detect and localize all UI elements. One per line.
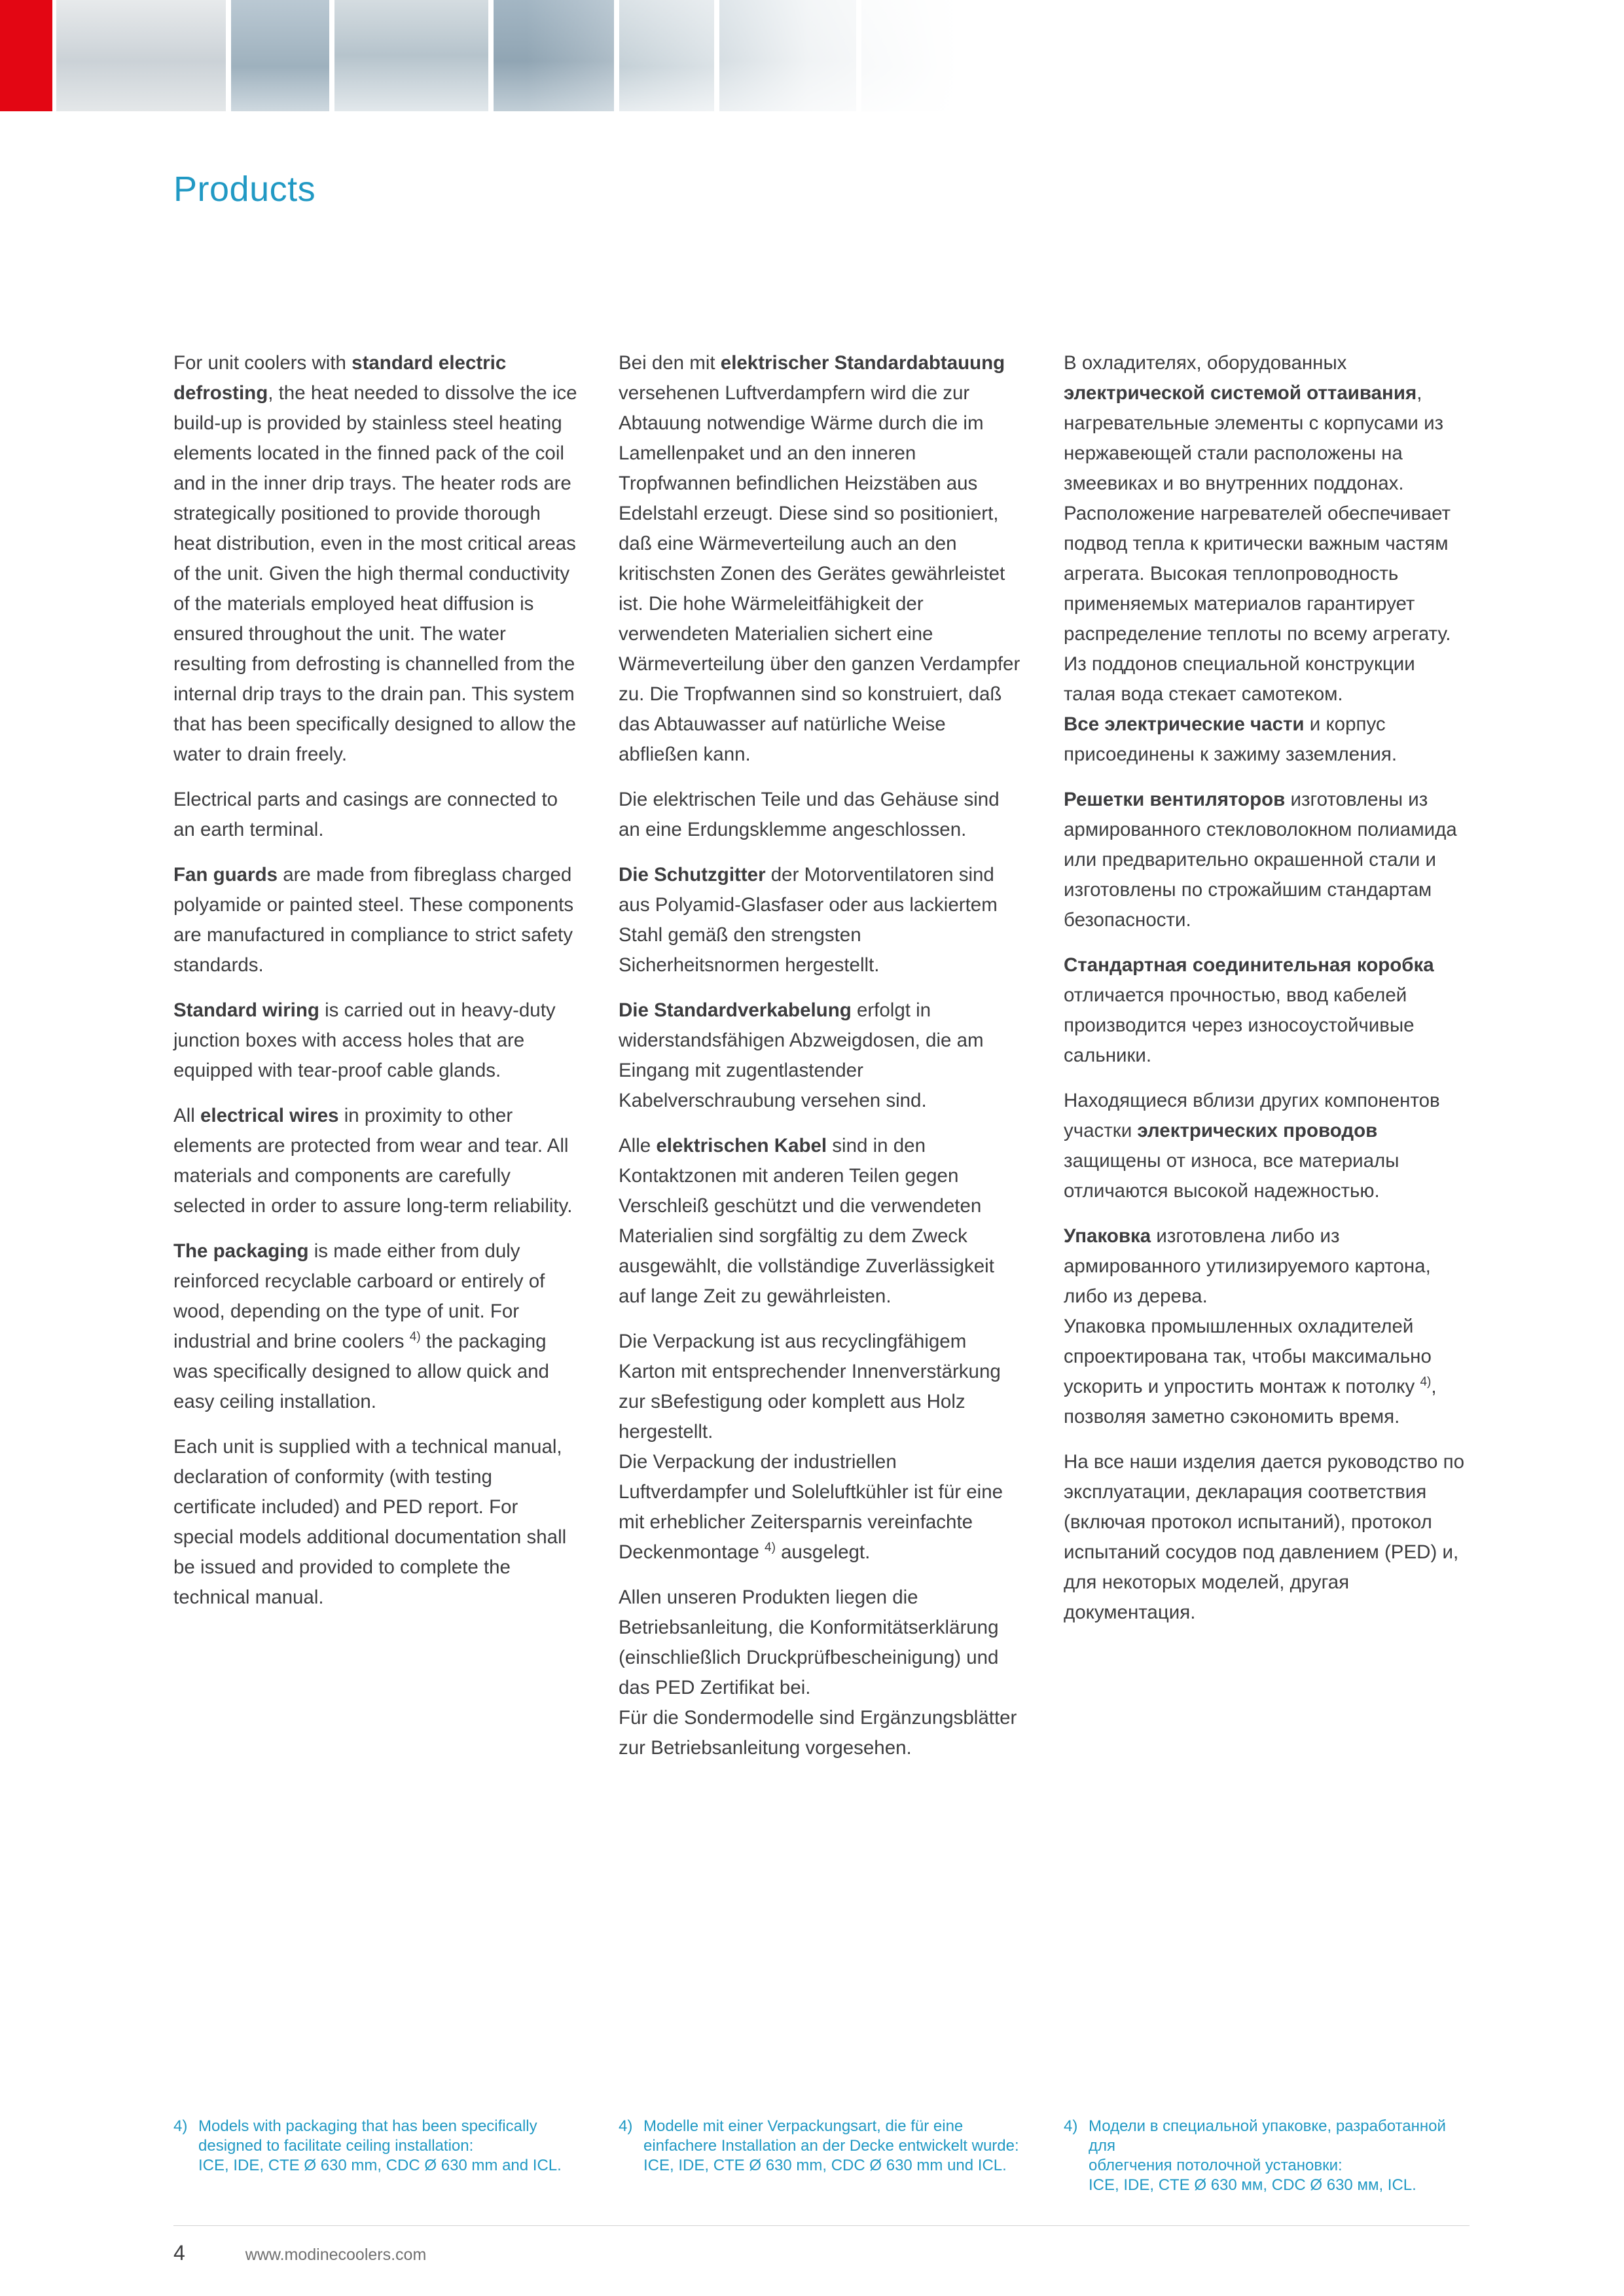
text-run: изготовлены из армированного стекловолокном полиамида или предварительно окрашенной стали и изготовлены по строжайшим стандартам безопасности.	[1064, 789, 1457, 931]
text-run: Für die Sondermodelle sind Ergänzungsblätter zur Betriebsanleitung vorgesehen.	[619, 1707, 1017, 1759]
text-run: Allen unseren Produkten liegen die Betriebsanleitung, die Konformitätserklärung (einschließlich Druckprüfbescheinigung) und das PED Zertifikat bei.	[619, 1587, 999, 1698]
text-run: На все наши изделия дается руководство по эксплуатации, декларация соответствия (включая протокол испытаний), протокол испытаний сосудов под давлением (PED) и, для некоторых моделей, другая документация.	[1064, 1451, 1465, 1623]
footnote-text	[1089, 2117, 1469, 2195]
text-run: , позволяя заметно сэкономить время.	[1064, 1376, 1437, 1427]
footnote-marker: 4)	[173, 2117, 188, 2135]
brand-red-block	[0, 0, 52, 111]
paragraph	[173, 1236, 579, 1417]
bold-text-run: Die Schutzgitter	[619, 864, 766, 886]
paragraph	[173, 785, 579, 845]
bold-text-run: Стандартная соединительная коробка	[1064, 954, 1434, 976]
footer-divider	[173, 2225, 1470, 2226]
footnote-line: облегчения потолочной установки:	[1089, 2157, 1343, 2174]
text-run: Die elektrischen Teile und das Gehäuse sind an eine Erdungsklemme angeschlossen.	[619, 789, 1000, 840]
page-title: Products	[173, 170, 316, 209]
paragraph	[173, 996, 579, 1086]
text-run: и корпус присоединены к зажиму заземления.	[1064, 713, 1398, 765]
footnote-line: ICE, IDE, CTE Ø 630 mm, CDC Ø 630 mm and ICL.	[198, 2157, 562, 2174]
page-number: 4	[173, 2241, 185, 2265]
text-run: , нагревательные элементы с корпусами из нержавеющей стали расположены на змеевиках и во внутренних поддонах. Расположение нагревателей обеспечивает подвод тепла к критически важным частям агрегата. Высокая теплопроводность применяемых материалов гарантирует распределение теплоты по всему агрегату. Из поддонов специальной конструкции талая вода стекает самотеком.	[1064, 382, 1451, 705]
footnote-english	[173, 2117, 579, 2195]
bold-text-run: electrical wires	[200, 1105, 339, 1126]
text-run: is made either from duly reinforced recyclable carboard or entirely of wood, depending on the type of unit. For industrial and brine coolers	[173, 1240, 545, 1352]
text-run: sind in den Kontaktzonen mit anderen Teilen gegen Verschleiß geschützt und die verwendeten Materialien sind sorgfältig zu dem Zweck ausgewählt, die vollständige Zuverlässigkeit auf lange Zeit zu gewährleisten.	[619, 1135, 994, 1307]
bold-text-run: электрических проводов	[1137, 1120, 1378, 1141]
footnote-line: Модели в специальной упаковке, разработанной для	[1089, 2117, 1446, 2155]
paragraph	[619, 996, 1024, 1116]
paragraph	[173, 348, 579, 770]
footnote-line: Modelle mit einer Verpackungsart, die für eine	[643, 2117, 964, 2135]
collage-fade	[526, 0, 960, 111]
paragraph	[1064, 950, 1469, 1071]
bold-text-run: Standard wiring	[173, 999, 319, 1021]
paragraph	[1064, 1086, 1469, 1206]
paragraph	[619, 860, 1024, 980]
bold-text-run: электрической системой оттаивания	[1064, 382, 1417, 404]
text-run: is carried out in heavy-duty junction boxes with access holes that are equipped with tear-proof cable glands.	[173, 999, 556, 1081]
bold-text-run: elektrischer Standardabtauung	[720, 352, 1005, 374]
text-run: изготовлена либо из армированного утилизируемого картона, либо из дерева.	[1064, 1225, 1431, 1307]
paragraph	[173, 1101, 579, 1221]
footnote-ref: 4)	[1420, 1375, 1432, 1390]
bold-text-run: Упаковка	[1064, 1225, 1151, 1247]
text-run: защищены от износа, все материалы отличаются высокой надежностью.	[1064, 1150, 1399, 1202]
bold-text-run: The packaging	[173, 1240, 309, 1262]
bold-text-run: Решетки вентиляторов	[1064, 789, 1286, 810]
paragraph	[619, 1327, 1024, 1568]
text-run: Bei den mit	[619, 352, 721, 374]
footnote-russian	[1064, 2117, 1469, 2195]
footnotes-row	[173, 2117, 1470, 2195]
page-footer	[173, 2241, 426, 2265]
paragraph	[619, 348, 1024, 770]
footnote-line: ICE, IDE, CTE Ø 630 мм, CDC Ø 630 мм, ICL.	[1089, 2176, 1416, 2194]
column-german	[619, 348, 1024, 1763]
header-photo-collage	[56, 0, 960, 111]
bold-text-run: Die Standardverkabelung	[619, 999, 852, 1021]
text-run: Each unit is supplied with a technical manual, declaration of conformity (with testing certificate included) and PED report. For special models additional documentation shall be issued and provided to complete the technical manual.	[173, 1436, 567, 1608]
paragraph	[1064, 1221, 1469, 1432]
content-columns	[173, 348, 1470, 1763]
text-run: erfolgt in widerstandsfähigen Abzweigdosen, die am Eingang mit zugentlastender Kabelverschraubung versehen sind.	[619, 999, 984, 1111]
text-run: Die Verpackung der industriellen Luftverdampfer und Soleluftkühler ist für eine mit erheblicher Zeitersparnis vereinfachte Deckenmontage	[619, 1451, 1003, 1563]
text-run: the packaging was specifically designed to allow quick and easy ceiling installation.	[173, 1331, 549, 1412]
paragraph	[619, 1131, 1024, 1312]
footnote-german	[619, 2117, 1024, 2195]
footnote-line: einfachere Installation an der Decke entwickelt wurde:	[643, 2137, 1019, 2155]
text-run: В охладителях, оборудованных	[1064, 352, 1347, 374]
text-run: ausgelegt.	[775, 1541, 871, 1563]
bold-text-run: Fan guards	[173, 864, 278, 886]
text-run: are made from fibreglass charged polyamide or painted steel. These components are manufactured in compliance to strict safety standards.	[173, 864, 574, 976]
paragraph	[1064, 1447, 1469, 1628]
footnote-text	[198, 2117, 579, 2176]
text-run: in proximity to other elements are protected from wear and tear. All materials and components are carefully selected in order to assure long-term reliability.	[173, 1105, 573, 1217]
column-russian	[1064, 348, 1469, 1763]
footnote-line: designed to facilitate ceiling installation:	[198, 2137, 474, 2155]
paragraph	[1064, 348, 1469, 770]
text-run: отличается прочностью, ввод кабелей производится через износоустойчивые сальники.	[1064, 984, 1415, 1066]
bold-text-run: Все электрические части	[1064, 713, 1305, 735]
footnote-marker: 4)	[1064, 2117, 1078, 2135]
text-run: , the heat needed to dissolve the ice build-up is provided by stainless steel heating elements located in the finned pack of the coil and in the inner drip trays. The heater rods are strategically positioned to provide thorough heat distribution, even in the most critical areas of the unit. Given the high thermal conductivity of the materials employed heat diffusion is ensured throughout the unit. The water resulting from defrosting is channelled from the internal drip trays to the drain pan. This system that has been specifically designed to allow the water to drain freely.	[173, 382, 577, 765]
bold-text-run: standard electric defrosting	[173, 352, 507, 404]
text-run: Упаковка промышленных охладителей спроектирована так, чтобы максимально ускорить и упростить монтаж к потолку	[1064, 1316, 1432, 1397]
paragraph	[619, 1583, 1024, 1763]
paragraph	[619, 785, 1024, 845]
header-photo	[334, 0, 488, 111]
text-run: All	[173, 1105, 200, 1126]
footnote-ref: 4)	[765, 1541, 776, 1555]
footnote-marker: 4)	[619, 2117, 633, 2135]
paragraph	[173, 1432, 579, 1613]
footer-url[interactable]: www.modinecoolers.com	[245, 2246, 427, 2264]
text-run: Electrical parts and casings are connected to an earth terminal.	[173, 789, 558, 840]
text-run: Alle	[619, 1135, 657, 1157]
footnote-line: Models with packaging that has been specifically	[198, 2117, 537, 2135]
paragraph	[1064, 785, 1469, 935]
text-run: Die Verpackung ist aus recyclingfähigem Karton mit entsprechender Innenverstärkung zur sBefestigung oder komplett aus Holz hergestellt.	[619, 1331, 1001, 1443]
text-run: For unit coolers with	[173, 352, 352, 374]
text-run: versehenen Luftverdampfern wird die zur Abtauung notwendige Wärme durch die im Lamellenpaket und an den inneren Tropfwannen befindlichen Heizstäben aus Edelstahl erzeugt. Diese sind so positioniert, daß eine Wärmeverteilung auch an den kritischsten Zonen des Gerätes gewährleistet ist. Die hohe Wärmeleitfähigkeit der verwendeten Materialien sichert eine Wärmeverteilung über den ganzen Verdampfer zu. Die Tropfwannen sind so konstruiert, daß das Abtauwasser auf natürliche Weise abfließen kann.	[619, 382, 1020, 765]
page-header	[0, 0, 1624, 111]
text-run: der Motorventilatoren sind aus Polyamid-Glasfaser oder aus lackiertem Stahl gemäß den strengsten Sicherheitsnormen hergestellt.	[619, 864, 998, 976]
bold-text-run: elektrischen Kabel	[656, 1135, 827, 1157]
column-english	[173, 348, 579, 1763]
footnote-text	[643, 2117, 1024, 2176]
header-photo	[231, 0, 329, 111]
paragraph	[173, 860, 579, 980]
text-run: Находящиеся вблизи других компонентов участки	[1064, 1090, 1440, 1141]
header-photo	[56, 0, 226, 111]
footnote-ref: 4)	[409, 1330, 421, 1344]
footnote-line: ICE, IDE, CTE Ø 630 mm, CDC Ø 630 mm und ICL.	[643, 2157, 1007, 2174]
